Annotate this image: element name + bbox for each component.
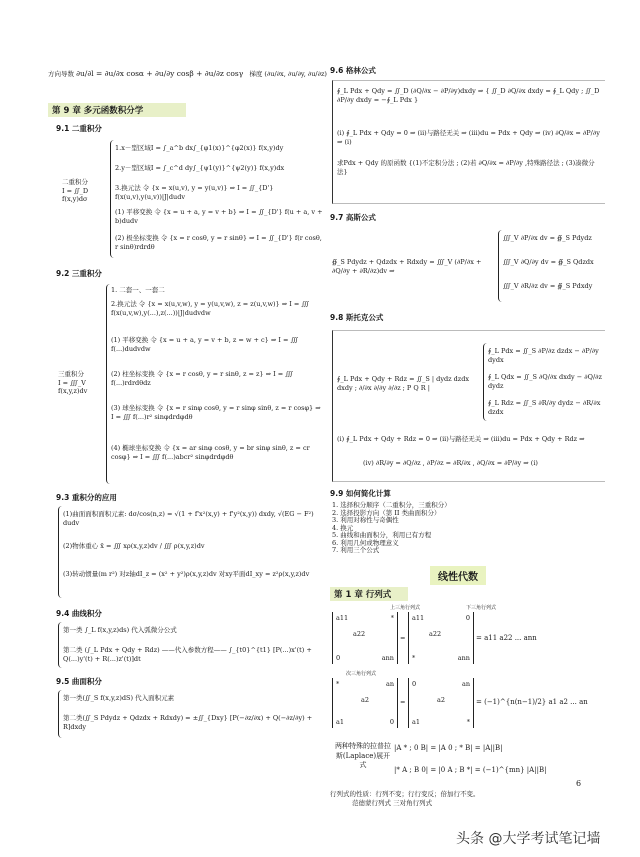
s93-item-1: (1)曲面面积面积元素: dσ/cos(n,z) = √(1 + f'x²(x,y) + f'y²(x,y)) dxdy, √(EG − F²) dudv <box>63 510 314 527</box>
s98-line-4: ∮_L Rdz = ∬_S ∂R/∂y dydz − ∂R/∂x dzdx <box>488 399 601 416</box>
det-properties: 行列式的性质：行列不变；行行变反；倍加行不变。 <box>330 790 480 798</box>
s98-line-5: (i) ∮_L Pdx + Qdy + Rdz = 0 ⇒ (ii)与路径无关 ⇒ (iii)du = Pdx + Qdy + Rdz ⇒ <box>337 435 585 443</box>
lower-a22: a22 <box>429 630 442 638</box>
triple-integral-text: 三重积分 <box>58 370 84 378</box>
section-9-4-title: 9.4 曲线积分 <box>56 609 102 618</box>
s91-item-3: 3.换元法 令 {x = x(u,v), y = y(u,v)} ⇒ I = ∬_{D'} f(x(u,v),y(u,v))|J|dudv <box>115 184 274 201</box>
s97-line-4: ∭_V ∂R/∂z dv = ∯_S Pdxdy <box>503 282 593 290</box>
sub2-a1: a1 <box>412 717 421 726</box>
sub-tri-matrix-1 <box>332 678 398 728</box>
directional-derivative <box>48 69 327 79</box>
upper-a11: a11 <box>336 614 349 622</box>
s91-item-1: 1.x－型区域I = ∫_a^b dx∫_{φ1(x)}^{φ2(x)} f(x,y)dy <box>115 144 284 152</box>
section-9-6-box <box>332 80 605 204</box>
sub-tri-label: 次三角行列式 <box>346 671 377 677</box>
sub2-star: * <box>466 717 470 726</box>
lower-tri-label: 下三角行列式 <box>466 605 497 611</box>
s99-item-5: 5. 曲线和曲面积分，利用已有方程 <box>332 531 432 539</box>
section-9-4-brace <box>58 622 325 668</box>
eq-sign-1: = <box>400 634 406 642</box>
upper-ann: ann <box>381 653 394 662</box>
section-9-2-brace <box>106 284 325 484</box>
s92-item-6: (4) 椭球坐标变换 令 {x = ar sinφ cosθ, y = br sinφ sinθ, z = cr cosφ} ⇒ I = ∭ f(...)abcr² sinφdrdφdθ <box>111 444 310 461</box>
chapter-1-text: 第 1 章 行列式 <box>334 590 392 600</box>
lower-tri-matrix <box>408 612 474 664</box>
gradient-label: 梯度 <box>249 70 263 78</box>
s93-item-3: (3)转动惯量(m r²) 对z轴dI_z = (x² + y²)ρ(x,y,z)dv 对xy平面dI_xy = z²ρ(x,y,z)dv <box>63 570 310 578</box>
sub2-a2: a2 <box>437 696 446 704</box>
section-9-9-title: 9.9 如何简化计算 <box>330 489 391 498</box>
s92-item-4: (2) 柱坐标变换 令 {x = r cosθ, y = r sinθ, z = z} ⇒ I = ∭ f(...)rdrdθdz <box>111 370 293 387</box>
section-9-5-brace <box>58 690 325 738</box>
upper-a22: a22 <box>353 630 366 638</box>
directional-label: 方向导数 <box>48 70 74 78</box>
sub-tri-matrix-2 <box>408 678 474 728</box>
s97-brace <box>498 230 603 302</box>
section-9-5-title: 9.5 曲面积分 <box>56 677 102 686</box>
s99-item-4: 4. 换元 <box>332 523 354 532</box>
lower-a11: a11 <box>412 614 425 622</box>
s99-item-6: 6. 利用几何或物理意义 <box>332 538 399 547</box>
lower-zero: 0 <box>465 614 470 622</box>
s99-item-2: 2. 选择投影方向（第 II 类曲面积分） <box>332 508 441 517</box>
sub1-an: an <box>385 680 394 688</box>
section-9-7-body <box>332 228 604 304</box>
section-9-3-brace <box>58 506 325 598</box>
sub1-a2: a2 <box>361 696 370 704</box>
s98-line-2: ∮_L Pdx = ∬_S ∂P/∂z dzdx − ∂P/∂y dydx <box>488 347 599 364</box>
directional-formula: ∂u/∂l = ∂u/∂x cosα + ∂u/∂y cosβ + ∂u/∂z cosγ <box>76 69 244 78</box>
double-integral-formula: I = ∬_D f(x,y)dσ <box>62 186 89 203</box>
s92-item-5: (3) 球坐标变换 令 {x = r sinφ cosθ, y = r sinφ sinθ, z = r cosφ} ⇒ I = ∭ f(...)r² sinφdrdφdθ <box>111 404 321 421</box>
triple-integral-label <box>58 370 108 396</box>
lower-star: * <box>412 653 416 662</box>
s92-item-1: 1. 二套一、一套二 <box>111 286 165 294</box>
s98-line-6: (iv) ∂R/∂y = ∂Q/∂z , ∂P/∂z = ∂R/∂x , ∂Q/∂x = ∂P/∂y ⇒ (i) <box>363 459 538 467</box>
sub1-a1: a1 <box>336 717 345 726</box>
s94-item-1: 第一类 ∫_L f(x,y,z)ds) 代入弧微分公式 <box>63 626 177 634</box>
s98-line-3: ∮_L Qdx = ∬_S ∂Q/∂x dxdy − ∂Q/∂z dydz <box>488 373 602 390</box>
s97-line-1: ∯_S Pdydz + Qdzdx + Rdxdy = ∭_V (∂P/∂x + ∂Q/∂y + ∂R/∂z)dv ⇒ <box>332 258 482 275</box>
s93-item-2: (2)物体重心 x̄ = ∭ xρ(x,y,z)dv / ∭ ρ(x,y,z)dv <box>63 542 205 550</box>
chapter-9-heading <box>48 103 186 117</box>
double-integral-label <box>62 178 112 204</box>
section-9-2-title: 9.2 三重积分 <box>56 269 102 278</box>
watermark: 头条 @大学考试笔记墙 <box>456 831 601 847</box>
section-9-7-title: 9.7 高斯公式 <box>330 213 376 222</box>
upper-tri-matrix <box>332 612 398 664</box>
section-9-1-brace <box>110 140 323 258</box>
s96-line-2: (i) ∮_L Pdx + Qdy = 0 ⇒ (ii)与路径无关 ⇒ (iii)du = Pdx + Qdy ⇒ (iv) ∂Q/∂x = ∂P/∂y ⇒ (i) <box>337 129 600 146</box>
s95-item-2: 第二类(∬_S Pdydz + Qdzdx + Rdxdy) = ±∬_{Dxy} [P(−∂z/∂x) + Q(−∂z/∂y) + R]dxdy <box>63 714 313 731</box>
det-eq2: = (−1)^{n(n−1)/2} a1 a2 ... an <box>476 698 588 706</box>
chapter-1-heading <box>330 587 408 601</box>
s96-line-3: 求Pdx + Qdy 的原函数 {(1)不定积分法 ; (2)若 ∂Q/∂x = ∂P/∂y ,特殊路径法 ; (3)凑微分法} <box>337 159 595 176</box>
det-special: 范德蒙行列式 三对角行列式 <box>352 799 433 807</box>
s99-item-3: 3. 利用对称性与奇偶性 <box>332 516 399 524</box>
sub2-an: an <box>461 680 470 688</box>
page-number: 6 <box>576 779 582 788</box>
det-eq1: = a11 a22 ... ann <box>476 634 537 642</box>
section-9-8-box <box>332 330 605 482</box>
section-9-1-title: 9.1 二重积分 <box>56 124 102 133</box>
s95-item-1: 第一类(∬_S f(x,y,z)dS) 代入面积元素 <box>63 694 175 702</box>
eq-sign-2: = <box>400 698 406 706</box>
s99-item-7: 7. 利用三个公式 <box>332 546 380 554</box>
s98-brace <box>483 343 602 421</box>
laplace-formula-1: |A * ; 0 B| = |A 0 ; * B| = |A||B| <box>394 744 503 752</box>
s91-item-4: (1) 平移变换 令 {x = u + a, y = v + b} ⇒ I = ∬_{D'} f(u + a, v + b)dudv <box>115 208 323 225</box>
s91-item-5: (2) 极坐标变换 令 {x = r cosθ, y = r sinθ} ⇒ I = ∬_{D'} f(r cosθ, r sinθ)rdrdθ <box>115 234 322 251</box>
triple-integral-formula: I = ∭_V f(x,y,z)dv <box>58 378 88 395</box>
s92-item-2: 2.换元法 令 {x = x(u,v,w), y = y(u,v,w), z = z(u,v,w)} ⇒ I = ∭ f(x(u,v,w),y(...),z(...))|J|dudvdw <box>111 300 310 317</box>
s98-line-1: ∮_L Pdx + Qdy + Rdz = ∬_S | dydz dzdx dxdy ; ∂/∂x ∂/∂y ∂/∂z ; P Q R | <box>337 375 470 392</box>
gradient-formula: (∂u/∂x, ∂u/∂y, ∂u/∂z) <box>264 70 327 78</box>
sub1-star: * <box>336 680 340 688</box>
sub1-zero: 0 <box>389 717 394 726</box>
s97-line-3: ∭_V ∂Q/∂y dv = ∯_S Qdzdx <box>503 258 594 266</box>
section-9-3-title: 9.3 重积分的应用 <box>56 493 117 502</box>
s94-item-2: 第二类 (∫_L Pdx + Qdy + Rdz) ——代入参数方程—— ∫_{t0}^{t1} [P(...)x'(t) + Q(...)y'(t) + R(...)z'(t)]dt <box>63 646 312 663</box>
s92-item-3: (1) 平移变换 令 {x = u + a, y = v + b, z = w + c} ⇒ I = ∭ f(...)dudvdw <box>111 336 299 353</box>
s96-line-1: ∮_L Pdx + Qdy = ∬_D (∂Q/∂x − ∂P/∂y)dxdy ⇒ { ∬_D ∂Q/∂x dxdy = ∮_L Qdy ; ∬_D ∂P/∂y dxdy = −∮_L Pdx } <box>337 87 600 104</box>
s99-list <box>332 502 602 555</box>
s91-item-2: 2.y－型区域I = ∫_c^d dy∫_{ψ1(y)}^{ψ2(y)} f(x,y)dx <box>115 164 285 172</box>
double-integral-text: 二重积分 <box>62 178 88 186</box>
chapter-9-text: 第 9 章 多元函数积分学 <box>52 106 144 116</box>
linear-algebra-title: 线性代数 <box>430 566 486 585</box>
section-9-8-title: 9.8 斯托克公式 <box>330 313 384 322</box>
s99-item-1: 1. 选择积分顺序（二重积分，三重积分） <box>332 501 451 509</box>
upper-zero: 0 <box>336 653 341 662</box>
laplace-formula-2: |* A ; B 0| = |0 A ; B *| = (−1)^{mn} |A||B| <box>394 766 547 774</box>
s97-line-2: ∭_V ∂P/∂x dv = ∯_S Pdydz <box>503 234 592 242</box>
section-9-6-title: 9.6 格林公式 <box>330 66 376 75</box>
sub2-zero: 0 <box>412 680 417 688</box>
upper-tri-label: 上三角行列式 <box>390 605 421 611</box>
laplace-label: 两种特殊的拉普拉斯(Laplace)展开式 <box>335 742 391 769</box>
lower-ann: ann <box>457 653 470 662</box>
upper-star: * <box>390 614 394 622</box>
